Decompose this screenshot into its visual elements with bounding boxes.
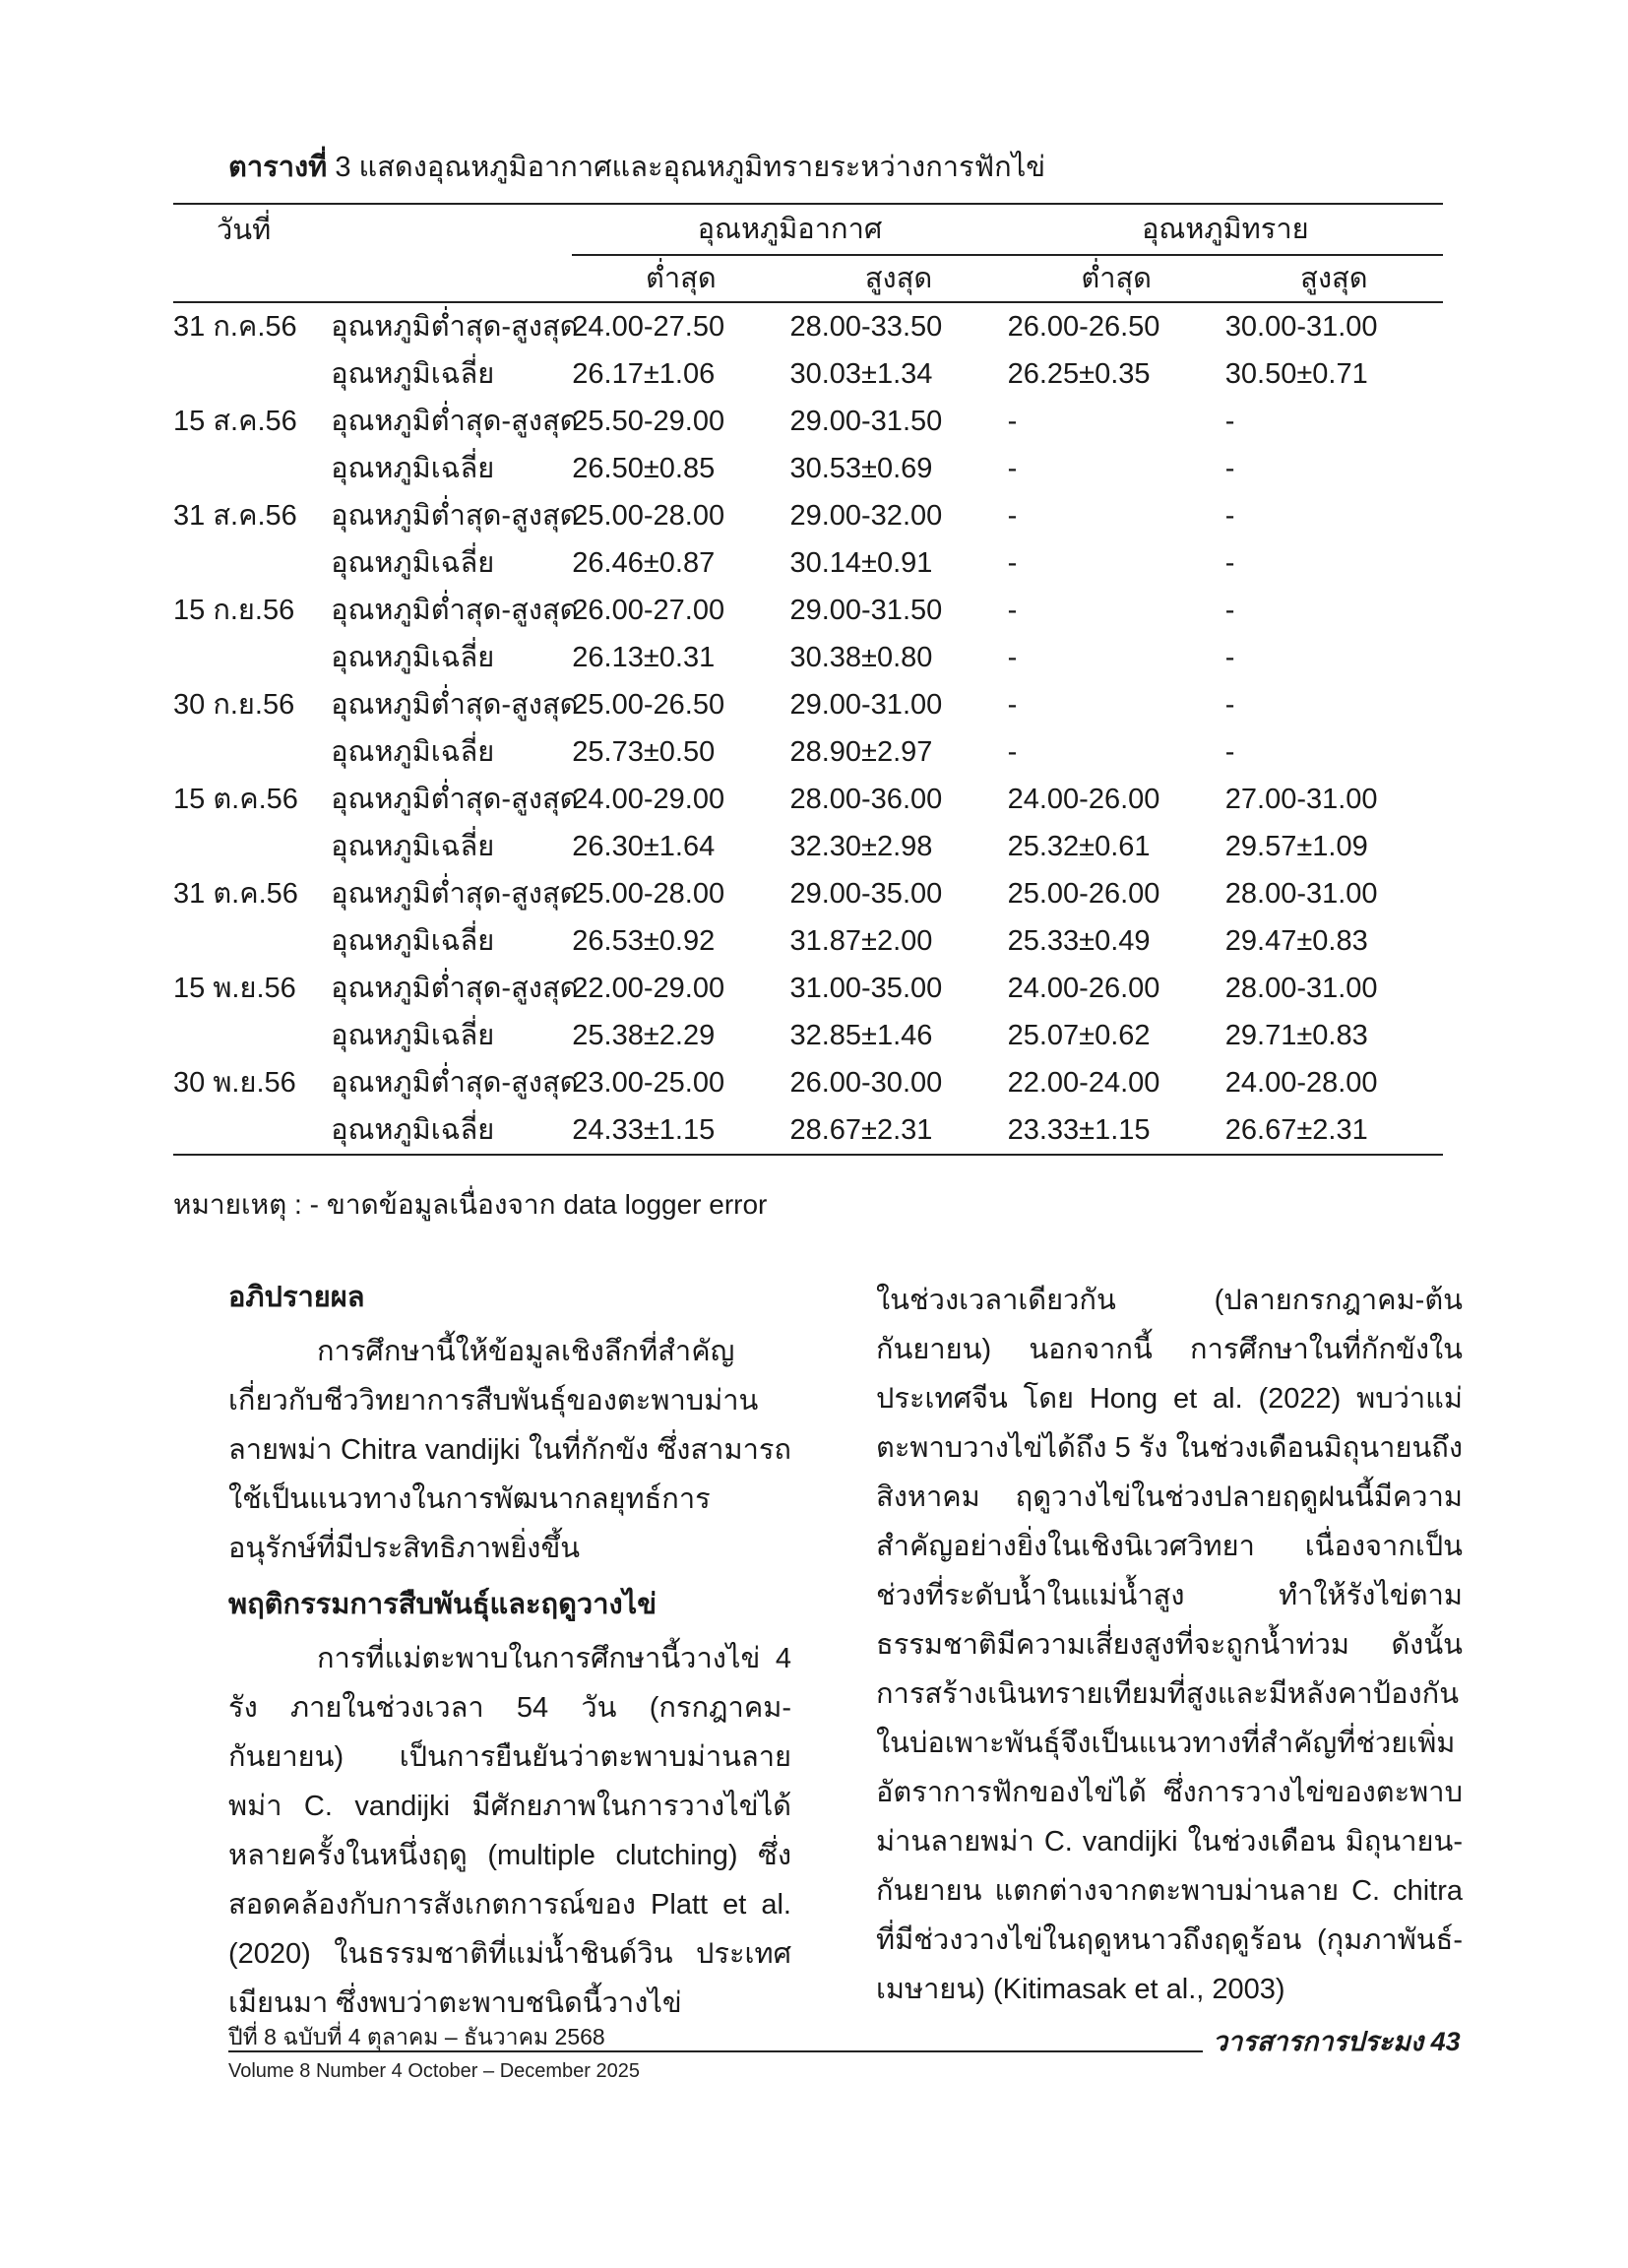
cell-sand-max: - [1224, 406, 1235, 437]
table-header-row-2 [173, 255, 1443, 302]
cell-sand-max: 28.00-31.00 [1224, 973, 1378, 1004]
table-row [173, 870, 1443, 917]
cell-measure: อุณหภูมิต่ำสุด-สูงสุด [331, 311, 579, 343]
cell-measure: อุณหภูมิเฉลี่ย [331, 1020, 495, 1051]
cell-air-max: 29.00-31.50 [789, 595, 943, 626]
cell-measure: อุณหภูมิต่ำสุด-สูงสุด [331, 595, 579, 626]
behavior-heading: พฤติกรรมการสืบพันธุ์และฤดูวางไข่ [228, 1589, 657, 1620]
behavior-paragraph-text: การที่แม่ตะพาบในการศึกษานี้วางไข่ 4 รัง ภายในช่วงเวลา 54 วัน (กรกฎาคม-กันยายน) เป็นการยืนยันว่าตะพาบม่านลายพม่า C. vandijki มีศักยภาพในการวางไข่ได้หลายครั้งในหนึ่งฤดู (multiple clutching) ซึ่งสอดคล้องกับการสังเกตการณ์ของ Platt et al. (2020) ในธรรมชาติที่แม่น้ำชินด์วิน ประเทศเมียนมา ซึ่งพบว่าตะพาบชนิดนี้วางไข่ [228, 1643, 791, 2019]
cell-measure: อุณหภูมิต่ำสุด-สูงสุด [331, 784, 579, 815]
cell-sand-min: 25.07±0.62 [1007, 1020, 1151, 1051]
table-row [173, 445, 1443, 492]
cell-air-min: 25.50-29.00 [572, 406, 725, 437]
cell-sand-min: 25.32±0.61 [1007, 831, 1151, 862]
cell-measure: อุณหภูมิเฉลี่ย [331, 925, 495, 957]
left-column [228, 1276, 791, 2028]
cell-date [173, 445, 331, 492]
cell-date: 15 ส.ค.56 [173, 406, 297, 437]
table-row [173, 823, 1443, 870]
cell-air-min: 25.38±2.29 [572, 1020, 716, 1051]
cell-air-max: 31.00-35.00 [789, 973, 943, 1004]
cell-air-min: 24.00-29.00 [572, 784, 725, 815]
table-row [173, 350, 1443, 398]
cell-air-min: 25.00-26.50 [572, 689, 725, 721]
cell-air-min: 24.00-27.50 [572, 311, 725, 343]
cell-sand-max: - [1224, 547, 1235, 579]
temperature-table-wrap [173, 203, 1443, 1156]
cell-air-min: 22.00-29.00 [572, 973, 725, 1004]
cell-measure: อุณหภูมิเฉลี่ย [331, 453, 495, 484]
cell-air-max: 30.38±0.80 [789, 642, 933, 673]
cell-sand-max: - [1224, 453, 1235, 484]
header-air-temp: อุณหภูมิอากาศ [572, 204, 1007, 255]
cell-air-max: 31.87±2.00 [789, 925, 933, 957]
right-column [876, 1276, 1463, 2014]
cell-sand-min: - [1007, 406, 1018, 437]
discussion-heading: อภิปรายผล [228, 1282, 365, 1313]
header-date: วันที่ [173, 204, 572, 255]
cell-air-min: 26.46±0.87 [572, 547, 716, 579]
table-row [173, 917, 1443, 965]
cell-measure: อุณหภูมิเฉลี่ย [331, 1106, 572, 1155]
cell-air-min: 23.00-25.00 [572, 1067, 725, 1099]
cell-air-min: 25.00-28.00 [572, 500, 725, 532]
cell-sand-min: 23.33±1.15 [1008, 1106, 1225, 1155]
header-air-max: สูงสุด [789, 255, 1007, 302]
cell-air-max: 29.00-35.00 [789, 878, 943, 910]
footer-rule [228, 2050, 1203, 2052]
table-row [173, 681, 1443, 728]
cell-air-max: 28.67±2.31 [789, 1106, 1007, 1155]
cell-sand-max: - [1224, 500, 1235, 532]
table-row [173, 634, 1443, 681]
cell-date: 15 ก.ย.56 [173, 595, 295, 626]
table-caption-label: ตารางที่ [228, 152, 328, 183]
cell-sand-max: - [1224, 642, 1235, 673]
cell-sand-max: - [1224, 689, 1235, 721]
table-row [173, 492, 1443, 539]
cell-measure: อุณหภูมิเฉลี่ย [331, 358, 495, 390]
footer-journal-page: วารสารการประมง 43 [1213, 2027, 1461, 2056]
cell-sand-min: 26.25±0.35 [1007, 358, 1151, 390]
discussion-paragraph-text: การศึกษานี้ให้ข้อมูลเชิงลึกที่สำคัญเกี่ยวกับชีววิทยาการสืบพันธุ์ของตะพาบม่านลายพม่า Chitra vandijki ในที่กักขัง ซึ่งสามารถใช้เป็นแนวทางในการพัฒนากลยุทธ์การอนุรักษ์ที่มีประสิทธิภาพยิ่งขึ้น [228, 1336, 791, 1564]
cell-air-max: 30.14±0.91 [789, 547, 933, 579]
cell-sand-min: 22.00-24.00 [1007, 1067, 1160, 1099]
cell-sand-min: - [1007, 642, 1018, 673]
table-row [173, 776, 1443, 823]
header-air-min: ต่ำสุด [572, 255, 789, 302]
cell-sand-max: 29.47±0.83 [1224, 925, 1368, 957]
cell-air-max: 32.30±2.98 [789, 831, 933, 862]
temperature-table [173, 203, 1443, 1156]
cell-air-max: 30.03±1.34 [789, 358, 933, 390]
cell-date: 30 ก.ย.56 [173, 689, 295, 721]
cell-date [173, 539, 331, 587]
cell-air-max: 32.85±1.46 [789, 1020, 933, 1051]
cell-air-max: 29.00-32.00 [789, 500, 943, 532]
cell-air-min: 26.13±0.31 [572, 642, 716, 673]
cell-air-min: 25.00-28.00 [572, 878, 725, 910]
behavior-paragraph [228, 1634, 791, 2028]
header-sand-temp: อุณหภูมิทราย [1008, 204, 1443, 255]
table-body [173, 302, 1443, 1155]
cell-sand-max: 24.00-28.00 [1224, 1067, 1378, 1099]
cell-sand-min: 24.00-26.00 [1007, 973, 1160, 1004]
cell-sand-max: - [1224, 736, 1235, 768]
footer-issue-thai: ปีที่ 8 ฉบับที่ 4 ตุลาคม – ธันวาคม 2568 [228, 2024, 605, 2049]
table-caption-text: 3 แสดงอุณหภูมิอากาศและอุณหภูมิทรายระหว่างการฟักไข่ [335, 152, 1046, 183]
cell-measure: อุณหภูมิต่ำสุด-สูงสุด [331, 973, 579, 1004]
cell-sand-min: 25.00-26.00 [1007, 878, 1160, 910]
cell-air-max: 29.00-31.50 [789, 406, 943, 437]
table-row [173, 398, 1443, 445]
cell-date [173, 1012, 331, 1059]
cell-date: 30 พ.ย.56 [173, 1067, 296, 1099]
cell-measure: อุณหภูมิเฉลี่ย [331, 736, 495, 768]
cell-measure: อุณหภูมิต่ำสุด-สูงสุด [331, 878, 579, 910]
table-row [173, 1106, 1443, 1155]
table-caption [228, 146, 1439, 189]
table-row [173, 1059, 1443, 1106]
cell-sand-min: 24.00-26.00 [1007, 784, 1160, 815]
cell-air-max: 29.00-31.00 [789, 689, 943, 721]
cell-sand-min: - [1007, 500, 1018, 532]
cell-date: 15 พ.ย.56 [173, 973, 296, 1004]
table-header-row-1 [173, 204, 1443, 255]
cell-air-max: 26.00-30.00 [789, 1067, 943, 1099]
cell-measure: อุณหภูมิเฉลี่ย [331, 547, 495, 579]
cell-date [173, 823, 331, 870]
cell-air-max: 30.53±0.69 [789, 453, 933, 484]
cell-date: 15 ต.ค.56 [173, 784, 298, 815]
cell-sand-max: 29.71±0.83 [1224, 1020, 1368, 1051]
cell-measure: อุณหภูมิเฉลี่ย [331, 642, 495, 673]
cell-air-max: 28.00-33.50 [789, 311, 943, 343]
cell-date: 31 ส.ค.56 [173, 500, 297, 532]
cell-sand-min: - [1007, 736, 1018, 768]
table-note: หมายเหตุ : - ขาดข้อมูลเนื่องจาก data logger error [173, 1189, 768, 1220]
cell-air-min: 26.17±1.06 [572, 358, 716, 390]
cell-sand-max: 28.00-31.00 [1224, 878, 1378, 910]
cell-sand-min: 25.33±0.49 [1007, 925, 1151, 957]
cell-date [173, 634, 331, 681]
cell-sand-min: - [1007, 689, 1018, 721]
cell-date: 31 ก.ค.56 [173, 311, 297, 343]
cell-measure: อุณหภูมิเฉลี่ย [331, 831, 495, 862]
cell-date [173, 728, 331, 776]
cell-sand-max: 29.57±1.09 [1224, 831, 1368, 862]
footer-issue-english: Volume 8 Number 4 October – December 2025 [228, 2060, 640, 2082]
discussion-paragraph [228, 1327, 791, 1573]
cell-measure: อุณหภูมิต่ำสุด-สูงสุด [331, 500, 579, 532]
cell-sand-min: - [1007, 453, 1018, 484]
cell-air-min: 26.53±0.92 [572, 925, 716, 957]
header-sand-max: สูงสุด [1225, 255, 1443, 302]
cell-air-min: 25.73±0.50 [572, 736, 716, 768]
cell-date [173, 350, 331, 398]
cell-air-min: 26.50±0.85 [572, 453, 716, 484]
cell-air-min: 26.30±1.64 [572, 831, 716, 862]
table-row [173, 539, 1443, 587]
table-row [173, 587, 1443, 634]
cell-sand-min: - [1007, 547, 1018, 579]
header-sand-min: ต่ำสุด [1008, 255, 1225, 302]
cell-air-max: 28.90±2.97 [789, 736, 933, 768]
cell-sand-max: - [1224, 595, 1235, 626]
cell-measure: อุณหภูมิต่ำสุด-สูงสุด [331, 1067, 579, 1099]
cell-sand-max: 30.50±0.71 [1224, 358, 1368, 390]
cell-sand-min: - [1007, 595, 1018, 626]
cell-date: 31 ต.ค.56 [173, 878, 298, 910]
table-row [173, 965, 1443, 1012]
cell-measure: อุณหภูมิต่ำสุด-สูงสุด [331, 689, 579, 721]
cell-sand-max: 30.00-31.00 [1224, 311, 1378, 343]
cell-air-min: 24.33±1.15 [572, 1106, 789, 1155]
cell-measure: อุณหภูมิต่ำสุด-สูงสุด [331, 406, 579, 437]
cell-air-min: 26.00-27.00 [572, 595, 725, 626]
table-row [173, 728, 1443, 776]
cell-sand-max: 27.00-31.00 [1224, 784, 1378, 815]
table-row [173, 1012, 1443, 1059]
right-paragraph: ในช่วงเวลาเดียวกัน (ปลายกรกฎาคม-ต้นกันยายน) นอกจากนี้ การศึกษาในที่กักขังในประเทศจีน โดย Hong et al. (2022) พบว่าแม่ตะพาบวางไข่ได้ถึง 5 รัง ในช่วงเดือนมิถุนายนถึงสิงหาคม ฤดูวางไข่ในช่วงปลายฤดูฝนนี้มีความสำคัญอย่างยิ่งในเชิงนิเวศวิทยา เนื่องจากเป็นช่วงที่ระดับน้ำในแม่น้ำสูง ทำให้รังไข่ตามธรรมชาติมีความเสี่ยงสูงที่จะถูกน้ำท่วม ดังนั้น การสร้างเนินทรายเทียมที่สูงและมีหลังคาป้องกันในบ่อเพาะพันธุ์จึงเป็นแนวทางที่สำคัญที่ช่วยเพิ่มอัตราการฟักของไข่ได้ ซึ่งการวางไข่ของตะพาบม่านลายพม่า C. vandijki ในช่วงเดือน มิถุนายน-กันยายน แตกต่างจากตะพาบม่านลาย C. chitra ที่มีช่วงวางไข่ในฤดูหนาวถึงฤดูร้อน (กุมภาพันธ์-เมษายน) (Kitimasak et al., 2003) [876, 1285, 1463, 2005]
cell-sand-max: 26.67±2.31 [1225, 1106, 1443, 1155]
table-row [173, 302, 1443, 350]
cell-air-max: 28.00-36.00 [789, 784, 943, 815]
cell-date [173, 917, 331, 965]
cell-sand-min: 26.00-26.50 [1007, 311, 1160, 343]
cell-date [173, 1106, 331, 1155]
header-blank [173, 255, 572, 302]
